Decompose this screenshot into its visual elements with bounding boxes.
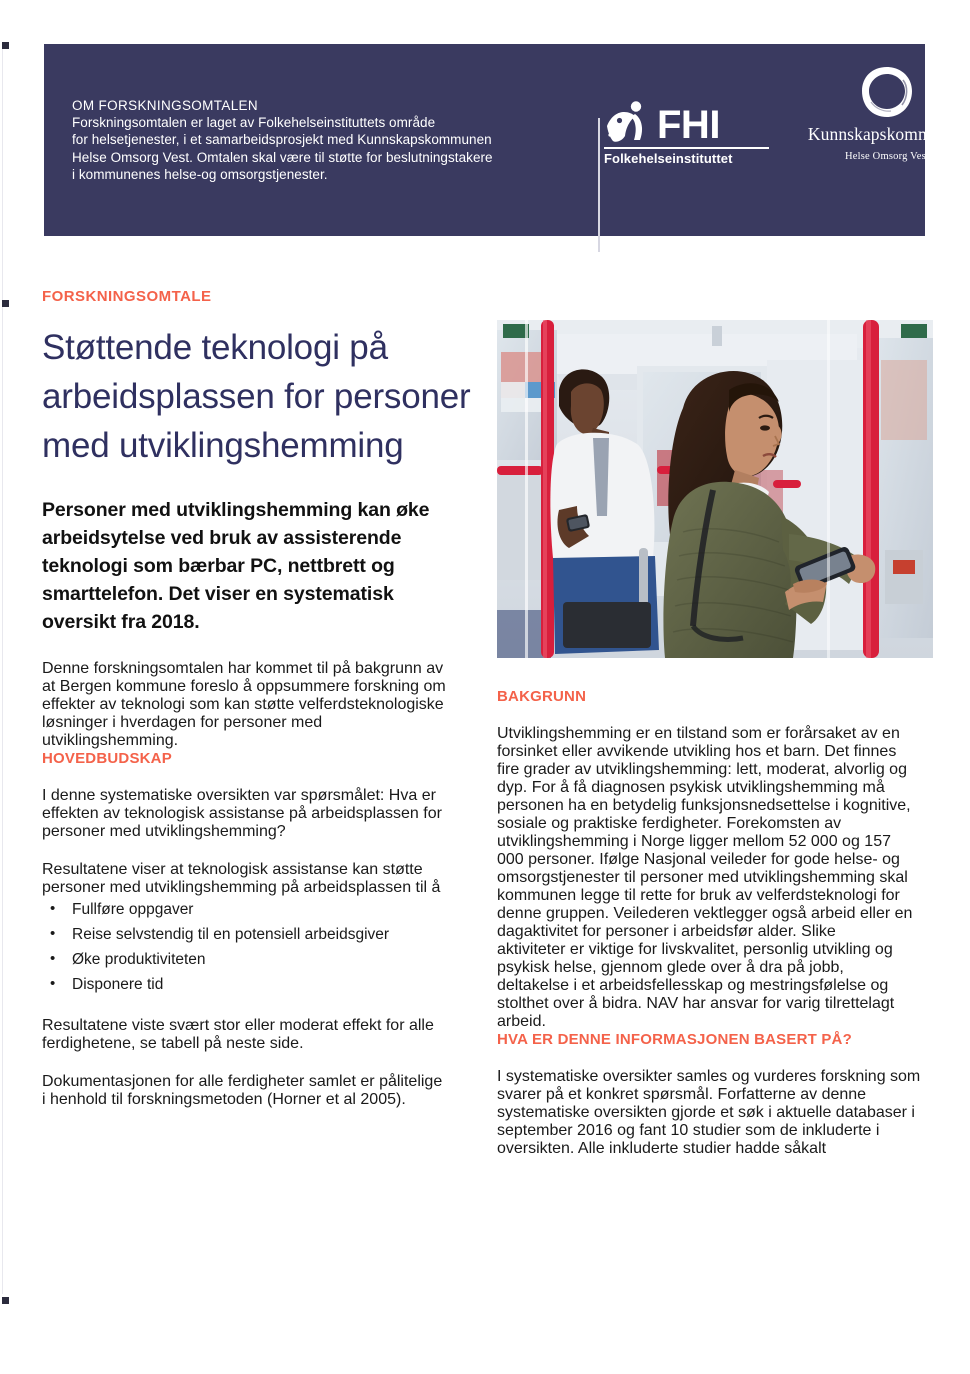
banner-line: for helsetjenester, i et samarbeidsprosjekt med Kunnskapskommunen — [72, 132, 492, 148]
lead-line: arbeidsytelse ved bruk av assisterende — [42, 527, 402, 549]
hovedbudskap-bullet-list — [42, 897, 474, 997]
fhi-logo — [604, 100, 769, 166]
text-line: Denne forskningsomtalen har kommet til på bakgrunn av — [42, 660, 444, 677]
header-banner — [44, 44, 967, 236]
text-line: stolthet over å bidra. NAV har ansvar for varig tilrettelagt — [497, 995, 895, 1012]
text-line: psykisk helse, gjennom glede over å dra på jobb, — [497, 959, 844, 976]
text-line: Dokumentasjonen for alle ferdigheter samlet er pålitelige — [42, 1073, 443, 1090]
text-line: deltakelse i et arbeidsfellesskap og mestringsfølelse og — [497, 977, 889, 994]
banner-line: Forskningsomtalen er laget av Folkehelseinstituttets område — [72, 115, 436, 130]
fhi-subtitle: Folkehelseinstituttet — [604, 151, 733, 166]
article-photo — [497, 320, 933, 658]
text-line: omsorgstjenester til personer med utviklingshemming skal — [497, 869, 908, 886]
banner-text-block — [44, 44, 554, 236]
crop-mark — [2, 300, 9, 307]
page-edge-rule — [2, 44, 3, 1294]
text-line: svarer på et konkret spørsmål. Forfatterne av denne — [497, 1086, 867, 1103]
text-line: i henhold til forskningsmetoden (Horner et al 2005). — [42, 1091, 406, 1108]
banner-line: i kommunenes helse-og omsorgstjenester. — [72, 167, 328, 183]
text-line: dyp. For å få diagnosen psykisk utviklingshemming må — [497, 779, 885, 796]
list-item: • Reise selvstendig til en potensiell arbeidsgiver — [42, 922, 474, 947]
crop-mark — [2, 42, 9, 49]
text-line: ferdighetene, se tabell på neste side. — [42, 1035, 304, 1052]
text-line: Resultatene viser at teknologisk assistanse kan støtte — [42, 861, 423, 878]
article-kicker: FORSKNINGSOMTALE — [42, 288, 212, 305]
text-line: 000 personer. Ifølge Nasjonal veileder for gode helse- og — [497, 851, 900, 868]
text-line: utviklingshemming i Norge ligger mellom 52 000 og 157 — [497, 833, 891, 850]
text-line: oversikten. Alle inkluderte studier hadde såkalt — [497, 1140, 827, 1157]
banner-description — [72, 114, 554, 184]
section-heading-informasjon: HVA ER DENNE INFORMASJONEN BASERT PÅ? — [497, 1031, 852, 1048]
text-line: personen ha en betydelig funksjonsnedsettelse i kognitive, — [497, 797, 911, 814]
left-column — [42, 288, 474, 1109]
text-line: arbeid. — [497, 1013, 546, 1030]
kunnskapskommunen-tagline: Helse Omsorg Vest — [844, 151, 930, 162]
list-item: • Fullføre oppgaver — [42, 897, 474, 922]
banner-line: Helse Omsorg Vest. Omtalen skal være til støtte for beslutningstakere — [72, 149, 493, 165]
banner-kicker: OM FORSKNINGSOMTALEN — [72, 98, 259, 113]
list-item: • Disponere tid — [42, 972, 474, 997]
text-line: at Bergen kommune foreslo å oppsummere forskning om — [42, 678, 446, 695]
text-line: dagaktivitet for personer i arbeidsfør alder. Slike — [497, 923, 836, 940]
lead-line: smarttelefon. Det viser en systematisk — [42, 583, 394, 605]
section-heading-bakgrunn: BAKGRUNN — [497, 688, 587, 705]
lead-line: oversikt fra 2018. — [42, 611, 200, 633]
text-line: forsinket eller avvikende utvikling hos et barn. Det finnes — [497, 743, 897, 760]
fhi-figure-icon — [604, 100, 650, 144]
crop-mark — [2, 1297, 9, 1304]
kunnskapskommunen-name: Kunnskapskommunen — [807, 124, 967, 144]
text-line: kommunen legge til rette for bruk av velferdsteknologi for — [497, 887, 900, 904]
kunnskapskommunen-logo — [797, 64, 970, 162]
section-heading-hovedbudskap: HOVEDBUDSKAP — [42, 750, 172, 767]
article-lead — [42, 496, 474, 636]
text-line: effekter av teknologi som kan støtte velferdsteknologiske — [42, 696, 444, 713]
list-item: • Øke produktiviteten — [42, 947, 474, 972]
text-line: I systematiske oversikter samles og vurderes forskning som — [497, 1068, 921, 1085]
fhi-wordmark: FHI — [657, 103, 720, 147]
text-line: løsninger i hverdagen for personer med — [42, 714, 323, 731]
text-line: aktiviteter er viktige for livskvalitet, personlig utvikling og — [497, 941, 893, 958]
fhi-divider-rule — [604, 147, 769, 149]
text-line: sosiale og praktiske ferdigheter. Forekomsten av — [497, 815, 842, 832]
text-line: Resultatene viste svært stor eller moderat effekt for alle — [42, 1017, 434, 1034]
text-line: september 2016 og fant 10 studier som de inkluderte i — [497, 1122, 880, 1139]
text-line: I denne systematiske oversikten var spørsmålet: Hva er — [42, 787, 436, 804]
right-column — [497, 688, 934, 1158]
text-line: Utviklingshemming er en tilstand som er forårsaket av en — [497, 725, 900, 742]
lead-line: teknologi som bærbar PC, nettbrett og — [42, 555, 395, 577]
text-line: systematiske oversikten gjorde et søk i aktuelle databaser i — [497, 1104, 915, 1121]
text-line: denne gruppen. Veilederen vektlegger også arbeid eller en — [497, 905, 913, 922]
lead-line: Personer med utviklingshemming kan øke — [42, 499, 430, 521]
text-line: utviklingshemming. — [42, 732, 179, 749]
text-line: fire grader av utviklingshemming: lett, moderat, alvorlig og — [497, 761, 907, 778]
text-line: personer med utviklingshemming? — [42, 823, 286, 840]
text-line: effekten av teknologisk assistanse på arbeidsplassen for — [42, 805, 442, 822]
text-line: personer med utviklingshemming på arbeidsplassen til å — [42, 879, 441, 896]
page-title: Støttende teknologi på arbeidsplassen for personer med utviklingshemming — [42, 328, 471, 465]
banner-logo-area — [554, 44, 967, 236]
brush-ring-icon — [797, 64, 970, 120]
